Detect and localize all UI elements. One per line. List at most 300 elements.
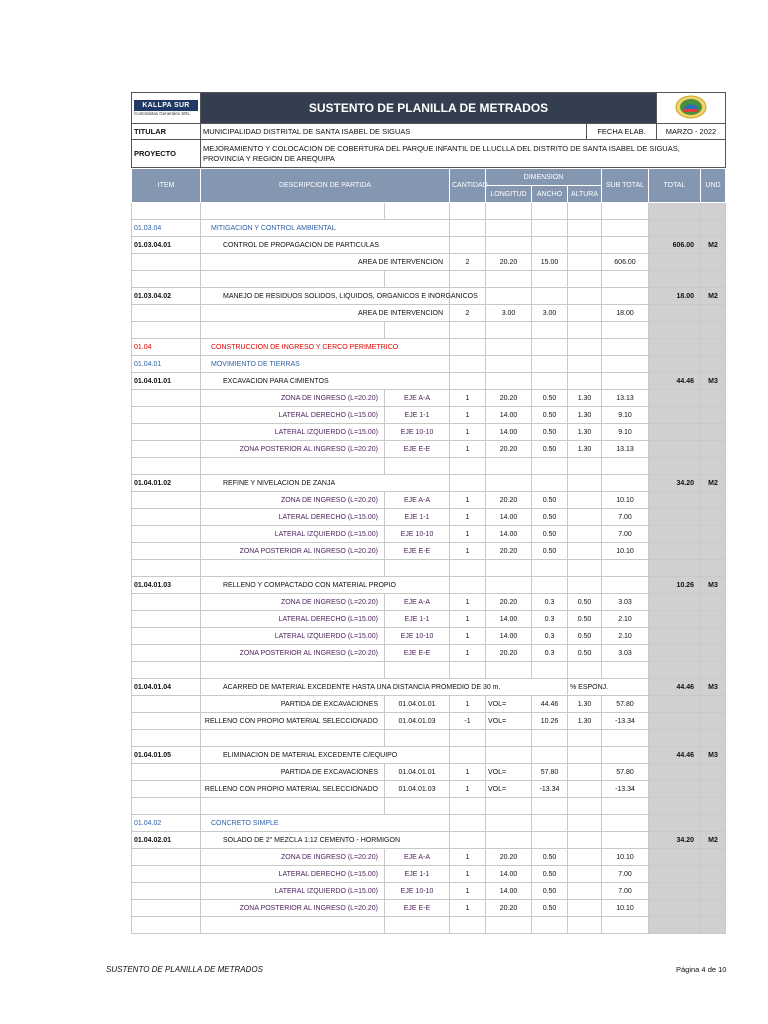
total-cell bbox=[649, 662, 701, 679]
empty-cell bbox=[568, 288, 602, 305]
und-cell bbox=[701, 424, 726, 441]
detail-longitud: 20.20 bbox=[486, 390, 532, 407]
detail-ancho: 0.3 bbox=[532, 611, 568, 628]
total-cell bbox=[649, 458, 701, 475]
detail-altura bbox=[568, 492, 602, 509]
empty-cell bbox=[132, 798, 201, 815]
empty-cell bbox=[568, 322, 602, 339]
und-cell bbox=[701, 798, 726, 815]
detail-altura bbox=[568, 781, 602, 798]
detail-subtotal: 57.80 bbox=[602, 764, 649, 781]
partida-extra: % ESPONJ. bbox=[568, 679, 649, 696]
total-value: 18.00 bbox=[649, 288, 701, 305]
partida-item: 01.04.01.05 bbox=[132, 747, 201, 764]
page-title: SUSTENTO DE PLANILLA DE METRADOS bbox=[201, 93, 657, 124]
detail-row bbox=[132, 407, 726, 424]
empty-cell bbox=[132, 917, 201, 934]
total-cell bbox=[649, 220, 701, 237]
detail-eje: 01.04.01.03 bbox=[385, 713, 450, 730]
detail-subtotal: 10.10 bbox=[602, 900, 649, 917]
empty-cell bbox=[486, 832, 532, 849]
total-value: 606.00 bbox=[649, 237, 701, 254]
detail-description: RELLENO CON PROPIO MATERIAL SELECCIONADO bbox=[201, 781, 385, 798]
total-cell bbox=[649, 730, 701, 747]
empty-cell bbox=[568, 917, 602, 934]
empty-cell bbox=[450, 322, 486, 339]
detail-description: ZONA POSTERIOR AL INGRESO (L=20.20) bbox=[201, 441, 385, 458]
empty-cell bbox=[532, 339, 568, 356]
empty-cell bbox=[132, 883, 201, 900]
empty-cell bbox=[201, 662, 385, 679]
col-ancho: ANCHO bbox=[532, 186, 568, 203]
empty-cell bbox=[486, 747, 532, 764]
col-total: TOTAL bbox=[649, 169, 701, 203]
unit-value: M2 bbox=[701, 288, 726, 305]
partida-item: 01.03.04.02 bbox=[132, 288, 201, 305]
detail-eje: EJE 10-10 bbox=[385, 628, 450, 645]
detail-ancho: 0.3 bbox=[532, 594, 568, 611]
empty-cell bbox=[385, 322, 450, 339]
total-cell bbox=[649, 815, 701, 832]
detail-altura: 1.30 bbox=[568, 390, 602, 407]
empty-cell bbox=[568, 203, 602, 220]
detail-description: ZONA POSTERIOR AL INGRESO (L=20.20) bbox=[201, 900, 385, 917]
detail-altura: 0.50 bbox=[568, 594, 602, 611]
blank-row bbox=[132, 322, 726, 339]
empty-cell bbox=[132, 390, 201, 407]
und-cell bbox=[701, 781, 726, 798]
detail-eje: 01.04.01.01 bbox=[385, 696, 450, 713]
detail-row bbox=[132, 611, 726, 628]
detail-subtotal: 18.00 bbox=[602, 305, 649, 322]
detail-ancho: 0.50 bbox=[532, 407, 568, 424]
detail-eje: EJE 10-10 bbox=[385, 424, 450, 441]
blank-row bbox=[132, 730, 726, 747]
empty-cell bbox=[132, 526, 201, 543]
detail-altura bbox=[568, 543, 602, 560]
detail-vol-label: VOL= bbox=[486, 713, 532, 730]
empty-cell bbox=[486, 288, 532, 305]
blank-row bbox=[132, 271, 726, 288]
und-cell bbox=[701, 305, 726, 322]
total-cell bbox=[649, 390, 701, 407]
detail-description: ZONA DE INGRESO (L=20.20) bbox=[201, 492, 385, 509]
empty-cell bbox=[450, 662, 486, 679]
detail-cantidad: 1 bbox=[450, 390, 486, 407]
detail-altura: 0.50 bbox=[568, 628, 602, 645]
total-cell bbox=[649, 441, 701, 458]
detail-cantidad: 1 bbox=[450, 696, 486, 713]
total-cell bbox=[649, 883, 701, 900]
total-cell bbox=[649, 628, 701, 645]
empty-cell bbox=[602, 288, 649, 305]
partida-description: MANEJO DE RESIDUOS SOLIDOS, LIQUIDOS, ORGANICOS E INORGANICOS bbox=[201, 288, 450, 305]
titular-value: MUNICIPALIDAD DISTRITAL DE SANTA ISABEL DE SIGUAS bbox=[201, 124, 587, 140]
detail-description: ZONA POSTERIOR AL INGRESO (L=20.20) bbox=[201, 645, 385, 662]
detail-description: LATERAL DERECHO (L=15.00) bbox=[201, 407, 385, 424]
empty-cell bbox=[132, 594, 201, 611]
detail-ancho: 10.26 bbox=[532, 713, 568, 730]
empty-cell bbox=[450, 917, 486, 934]
empty-cell bbox=[486, 356, 532, 373]
empty-cell bbox=[450, 339, 486, 356]
detail-ancho: 0.3 bbox=[532, 645, 568, 662]
total-cell bbox=[649, 203, 701, 220]
empty-cell bbox=[132, 424, 201, 441]
detail-subtotal: 9.10 bbox=[602, 424, 649, 441]
empty-cell bbox=[602, 458, 649, 475]
detail-longitud: 14.00 bbox=[486, 628, 532, 645]
und-cell bbox=[701, 900, 726, 917]
empty-cell bbox=[486, 339, 532, 356]
footer-page-number: Página 4 de 10 bbox=[676, 965, 727, 974]
section-item: 01.04 bbox=[132, 339, 201, 356]
detail-description: LATERAL DERECHO (L=15.00) bbox=[201, 611, 385, 628]
empty-cell bbox=[568, 220, 602, 237]
detail-eje: EJE A-A bbox=[385, 849, 450, 866]
empty-cell bbox=[132, 305, 201, 322]
empty-cell bbox=[532, 730, 568, 747]
total-cell bbox=[649, 917, 701, 934]
detail-subtotal: 3.03 bbox=[602, 645, 649, 662]
detail-row bbox=[132, 645, 726, 662]
total-cell bbox=[649, 254, 701, 271]
total-cell bbox=[649, 611, 701, 628]
detail-ancho: 0.50 bbox=[532, 492, 568, 509]
total-cell bbox=[649, 339, 701, 356]
detail-row bbox=[132, 305, 726, 322]
total-cell bbox=[649, 526, 701, 543]
empty-cell bbox=[132, 441, 201, 458]
section-row bbox=[132, 815, 726, 832]
detail-cantidad: 2 bbox=[450, 305, 486, 322]
detail-ancho: 57.80 bbox=[532, 764, 568, 781]
partida-description: RELLENO Y COMPACTADO CON MATERIAL PROPIO bbox=[201, 577, 450, 594]
empty-cell bbox=[132, 203, 201, 220]
detail-cantidad: 1 bbox=[450, 866, 486, 883]
total-cell bbox=[649, 645, 701, 662]
detail-eje: EJE E-E bbox=[385, 543, 450, 560]
metrados-sheet bbox=[131, 92, 725, 934]
detail-row bbox=[132, 696, 726, 713]
detail-altura: 1.30 bbox=[568, 441, 602, 458]
empty-cell bbox=[602, 271, 649, 288]
detail-subtotal: 13.13 bbox=[602, 390, 649, 407]
total-cell bbox=[649, 900, 701, 917]
empty-cell bbox=[602, 832, 649, 849]
detail-longitud: 20.20 bbox=[486, 492, 532, 509]
empty-cell bbox=[450, 798, 486, 815]
empty-cell bbox=[450, 203, 486, 220]
empty-cell bbox=[201, 730, 385, 747]
col-subtotal: SUB TOTAL bbox=[602, 169, 649, 203]
empty-cell bbox=[450, 475, 486, 492]
proyecto-value: MEJORAMIENTO Y COLOCACION DE COBERTURA DEL PARQUE INFANTIL DE LLUCLLA DEL DISTRITO DE SANTA ISABEL DE SIGUAS, PROVINCIA Y REGION DE AREQUIPA bbox=[201, 140, 726, 168]
partida-row bbox=[132, 288, 726, 305]
detail-altura bbox=[568, 866, 602, 883]
total-value: 34.20 bbox=[649, 475, 701, 492]
empty-cell bbox=[450, 832, 486, 849]
detail-ancho: 0.50 bbox=[532, 883, 568, 900]
blank-row bbox=[132, 458, 726, 475]
col-descripcion: DESCRIPCION DE PARTIDA bbox=[201, 169, 450, 203]
und-cell bbox=[701, 526, 726, 543]
detail-subtotal: 9.10 bbox=[602, 407, 649, 424]
detail-altura: 1.30 bbox=[568, 407, 602, 424]
empty-cell bbox=[132, 713, 201, 730]
total-cell bbox=[649, 798, 701, 815]
blank-row bbox=[132, 917, 726, 934]
empty-cell bbox=[450, 730, 486, 747]
empty-cell bbox=[568, 271, 602, 288]
empty-cell bbox=[132, 458, 201, 475]
empty-cell bbox=[602, 730, 649, 747]
detail-subtotal: 7.00 bbox=[602, 509, 649, 526]
detail-cantidad: 1 bbox=[450, 526, 486, 543]
und-cell bbox=[701, 883, 726, 900]
detail-ancho: 3.00 bbox=[532, 305, 568, 322]
detail-altura bbox=[568, 849, 602, 866]
detail-altura: 0.50 bbox=[568, 645, 602, 662]
metrados-table bbox=[131, 168, 726, 934]
detail-eje: EJE 1-1 bbox=[385, 407, 450, 424]
und-cell bbox=[701, 322, 726, 339]
und-cell bbox=[701, 764, 726, 781]
detail-ancho: 0.50 bbox=[532, 509, 568, 526]
partida-row bbox=[132, 373, 726, 390]
detail-eje: 01.04.01.03 bbox=[385, 781, 450, 798]
detail-row bbox=[132, 424, 726, 441]
empty-cell bbox=[132, 645, 201, 662]
total-cell bbox=[649, 322, 701, 339]
unit-value: M3 bbox=[701, 373, 726, 390]
empty-cell bbox=[486, 798, 532, 815]
blank-row bbox=[132, 560, 726, 577]
unit-value: M3 bbox=[701, 577, 726, 594]
detail-ancho: 0.3 bbox=[532, 628, 568, 645]
detail-subtotal: 10.10 bbox=[602, 543, 649, 560]
partida-description: EXCAVACION PARA CIMIENTOS bbox=[201, 373, 450, 390]
empty-cell bbox=[132, 492, 201, 509]
empty-cell bbox=[450, 747, 486, 764]
col-longitud: LONGITUD bbox=[486, 186, 532, 203]
empty-cell bbox=[532, 798, 568, 815]
total-cell bbox=[649, 866, 701, 883]
empty-cell bbox=[486, 577, 532, 594]
empty-cell bbox=[450, 560, 486, 577]
detail-cantidad: 1 bbox=[450, 594, 486, 611]
detail-cantidad: 1 bbox=[450, 645, 486, 662]
empty-cell bbox=[486, 560, 532, 577]
empty-cell bbox=[568, 560, 602, 577]
section-title: CONCRETO SIMPLE bbox=[201, 815, 450, 832]
partida-item: 01.04.01.03 bbox=[132, 577, 201, 594]
detail-ancho: 0.50 bbox=[532, 390, 568, 407]
detail-subtotal: 7.00 bbox=[602, 883, 649, 900]
unit-value: M2 bbox=[701, 832, 726, 849]
detail-subtotal: 606.00 bbox=[602, 254, 649, 271]
empty-cell bbox=[385, 203, 450, 220]
empty-cell bbox=[602, 339, 649, 356]
detail-row bbox=[132, 900, 726, 917]
empty-cell bbox=[450, 356, 486, 373]
detail-row bbox=[132, 883, 726, 900]
empty-cell bbox=[201, 798, 385, 815]
col-dimension: DIMENSION bbox=[486, 169, 602, 186]
detail-longitud: 20.20 bbox=[486, 543, 532, 560]
empty-cell bbox=[568, 832, 602, 849]
empty-cell bbox=[201, 917, 385, 934]
detail-longitud: 14.00 bbox=[486, 883, 532, 900]
empty-cell bbox=[132, 543, 201, 560]
empty-cell bbox=[132, 628, 201, 645]
detail-cantidad: 1 bbox=[450, 543, 486, 560]
detail-description: ZONA DE INGRESO (L=20.20) bbox=[201, 594, 385, 611]
empty-cell bbox=[450, 577, 486, 594]
total-cell bbox=[649, 356, 701, 373]
detail-longitud: 14.00 bbox=[486, 424, 532, 441]
empty-cell bbox=[486, 815, 532, 832]
section-row bbox=[132, 356, 726, 373]
detail-longitud: 20.20 bbox=[486, 441, 532, 458]
empty-cell bbox=[532, 220, 568, 237]
detail-subtotal: 7.00 bbox=[602, 866, 649, 883]
und-cell bbox=[701, 203, 726, 220]
section-row bbox=[132, 339, 726, 356]
empty-cell bbox=[385, 271, 450, 288]
detail-vol-label: VOL= bbox=[486, 781, 532, 798]
partida-row bbox=[132, 747, 726, 764]
detail-vol-label: VOL= bbox=[486, 696, 532, 713]
partida-row bbox=[132, 679, 726, 696]
detail-cantidad: 1 bbox=[450, 441, 486, 458]
partida-row bbox=[132, 577, 726, 594]
total-cell bbox=[649, 271, 701, 288]
detail-altura: 1.30 bbox=[568, 713, 602, 730]
col-cantidad: CANTIDAD bbox=[450, 169, 486, 203]
detail-eje: EJE 10-10 bbox=[385, 883, 450, 900]
und-cell bbox=[701, 271, 726, 288]
section-row bbox=[132, 220, 726, 237]
blank-row bbox=[132, 662, 726, 679]
und-cell bbox=[701, 509, 726, 526]
detail-subtotal: 2.10 bbox=[602, 611, 649, 628]
detail-row bbox=[132, 866, 726, 883]
empty-cell bbox=[568, 475, 602, 492]
und-cell bbox=[701, 866, 726, 883]
detail-cantidad: 1 bbox=[450, 407, 486, 424]
detail-subtotal: 10.10 bbox=[602, 849, 649, 866]
detail-row bbox=[132, 441, 726, 458]
blank-row bbox=[132, 203, 726, 220]
partida-description: SOLADO DE 2" MEZCLA 1:12 CEMENTO - HORMIGON bbox=[201, 832, 450, 849]
empty-cell bbox=[132, 407, 201, 424]
empty-cell bbox=[568, 662, 602, 679]
detail-cantidad: -1 bbox=[450, 713, 486, 730]
detail-row bbox=[132, 254, 726, 271]
empty-cell bbox=[201, 322, 385, 339]
detail-longitud: 14.00 bbox=[486, 611, 532, 628]
detail-longitud: 20.20 bbox=[486, 849, 532, 866]
detail-subtotal: -13.34 bbox=[602, 781, 649, 798]
empty-cell bbox=[385, 560, 450, 577]
seal-icon bbox=[675, 95, 707, 119]
empty-cell bbox=[132, 696, 201, 713]
detail-subtotal: 13.13 bbox=[602, 441, 649, 458]
detail-cantidad: 1 bbox=[450, 900, 486, 917]
col-altura: ALTURA bbox=[568, 186, 602, 203]
detail-row bbox=[132, 781, 726, 798]
detail-eje: 01.04.01.01 bbox=[385, 764, 450, 781]
empty-cell bbox=[132, 322, 201, 339]
detail-description: ZONA POSTERIOR AL INGRESO (L=20.20) bbox=[201, 543, 385, 560]
section-title: CONSTRUCCION DE INGRESO Y CERCO PERIMETRICO bbox=[201, 339, 450, 356]
und-cell bbox=[701, 713, 726, 730]
empty-cell bbox=[532, 288, 568, 305]
empty-cell bbox=[450, 271, 486, 288]
und-cell bbox=[701, 611, 726, 628]
empty-cell bbox=[568, 798, 602, 815]
total-value: 44.46 bbox=[649, 747, 701, 764]
empty-cell bbox=[132, 662, 201, 679]
proyecto-label: PROYECTO bbox=[132, 140, 201, 168]
empty-cell bbox=[568, 373, 602, 390]
detail-ancho: 0.50 bbox=[532, 900, 568, 917]
empty-cell bbox=[602, 747, 649, 764]
und-cell bbox=[701, 339, 726, 356]
detail-longitud: 20.20 bbox=[486, 254, 532, 271]
empty-cell bbox=[532, 662, 568, 679]
und-cell bbox=[701, 543, 726, 560]
partida-description: ACARREO DE MATERIAL EXCEDENTE HASTA UNA DISTANCIA PROMEDIO DE 30 m. bbox=[201, 679, 568, 696]
empty-cell bbox=[532, 373, 568, 390]
detail-row bbox=[132, 713, 726, 730]
detail-longitud: 20.20 bbox=[486, 900, 532, 917]
col-item: ITEM bbox=[132, 169, 201, 203]
empty-cell bbox=[450, 373, 486, 390]
empty-cell bbox=[201, 458, 385, 475]
detail-eje: EJE E-E bbox=[385, 645, 450, 662]
total-cell bbox=[649, 560, 701, 577]
detail-altura bbox=[568, 305, 602, 322]
detail-longitud: 14.00 bbox=[486, 866, 532, 883]
empty-cell bbox=[450, 458, 486, 475]
total-cell bbox=[649, 764, 701, 781]
detail-altura bbox=[568, 764, 602, 781]
empty-cell bbox=[602, 475, 649, 492]
empty-cell bbox=[532, 271, 568, 288]
unit-value: M3 bbox=[701, 747, 726, 764]
detail-row bbox=[132, 849, 726, 866]
empty-cell bbox=[602, 356, 649, 373]
empty-cell bbox=[602, 815, 649, 832]
section-item: 01.04.02 bbox=[132, 815, 201, 832]
detail-cantidad: 1 bbox=[450, 492, 486, 509]
empty-cell bbox=[568, 747, 602, 764]
detail-cantidad: 1 bbox=[450, 764, 486, 781]
detail-longitud: 3.00 bbox=[486, 305, 532, 322]
empty-cell bbox=[486, 475, 532, 492]
und-cell bbox=[701, 917, 726, 934]
empty-cell bbox=[532, 917, 568, 934]
und-cell bbox=[701, 560, 726, 577]
empty-cell bbox=[201, 271, 385, 288]
detail-longitud: 14.00 bbox=[486, 509, 532, 526]
detail-row bbox=[132, 509, 726, 526]
und-cell bbox=[701, 628, 726, 645]
empty-cell bbox=[486, 917, 532, 934]
partida-item: 01.04.02.01 bbox=[132, 832, 201, 849]
